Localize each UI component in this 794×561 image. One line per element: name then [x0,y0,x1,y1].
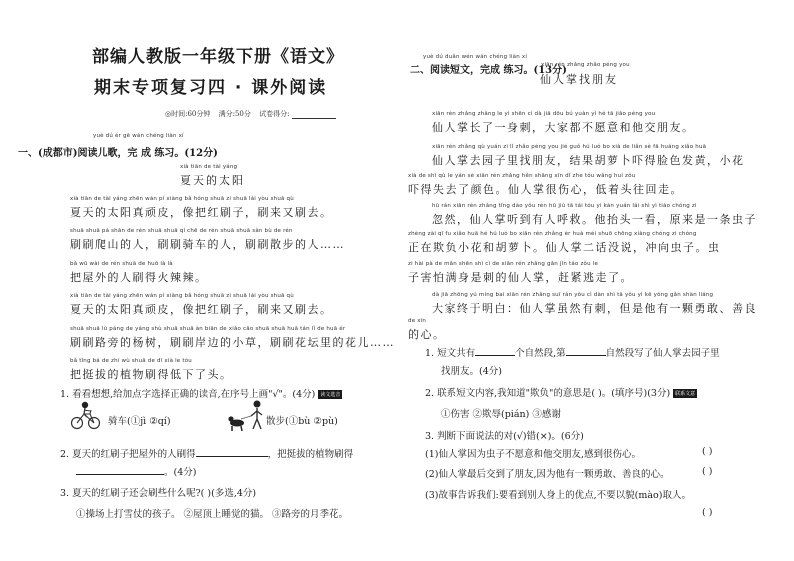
poem-line: 刷刷爬山的人，刷刷骑车的人，刷刷散步的人…… [70,238,345,251]
question-2-text-b: ，把挺拔的植物刷得 [267,449,354,460]
section2-question-2-badge: 联系文意 [675,391,696,397]
question-3-options[interactable]: ①操场上打雪仗的孩子。 ②屋顶上睡觉的猫。 ③路旁的月季花。 [76,509,349,520]
section2-question-1-text-c: 自然段写了仙人掌去园子里 [605,348,720,359]
section2-question-3: 3. 判断下面说法的对(√)错(×)。(6分) [425,431,584,442]
section1-prefix: 一、(成都市) [18,148,78,159]
poem-title: 夏天的太阳 [180,174,245,187]
poem-line-pinyin: bǎ wū wài de rén shuā de huǒ là là [70,261,173,267]
judgement-answer-box[interactable]: ( ) [702,507,713,518]
story-line: 正在欺负小花和胡萝卜。仙人掌二话没说，冲向虫子。虫 [408,241,721,254]
question-1-text: 1. 看看想想,给加点字选择正确的读音,在序号上画"√"。(4分) [60,389,316,400]
story-line: 的心。 [408,328,446,341]
judgement-item: (2)仙人掌最后交到了朋友,因为他有一颗勇敢、善良的心。 [425,469,670,480]
poem-line: 把挺拔的植物刷得低下了头。 [70,368,233,381]
section2-question-1-blank-1[interactable] [475,346,515,356]
dog-walker-illustration [228,399,268,433]
section1-heading-pinyin: yuè dú ér gē wán chéng liàn xí [93,133,184,139]
poem-line-pinyin: bǎ tǐng bá de zhí wù shuā de dī xià le tóu [70,358,192,364]
question-2-text-c: 。(4分) [164,467,197,478]
poem-line-pinyin: shuā shuā pá shān de rén shuā shuā qí chē de rén shuā shuā sàn bù de rén [70,228,293,234]
story-title: 仙人掌找朋友 [540,73,618,86]
section2-heading-pinyin: yuè dú duǎn wén wán chéng liàn xí [423,54,528,60]
section2-question-1-text-a: 1. 短文共有 [425,348,476,359]
judgement-item: (1)仙人掌因为虫子不愿意和他交朋友,感到很伤心。 [425,449,641,460]
story-line-pinyin: xiān rén zhǎng qù yuán zi lǐ zhǎo péng you jié guǒ hú luó bo xià de liǎn sè fā huáng xiǎo huā [432,144,707,150]
section2-question-1 [425,345,720,359]
section2-question-1-continued: 找朋友。(4分) [441,366,502,377]
section2-question-1-text-b: 个自然段,第 [515,348,566,359]
question-2 [60,446,353,460]
question-1 [60,386,342,400]
section2-heading: 二、阅读短文，完成 练习。(13分) [410,65,567,76]
story-line: 吓得失去了颜色。仙人掌很伤心，低着头往回走。 [408,183,683,196]
story-line-pinyin: zi hài pà de mǎn shēn shì cì de xiān rén zhǎng gǎn jǐn táo zǒu le [408,261,599,267]
story-line-pinyin: hū rán xiān rén zhǎng tīng dào yǒu rén hū jiù tā tái tóu yí kàn yuán lái shì yì tiáo chóng zi [432,203,697,209]
judgement-answer-box[interactable]: ( ) [702,466,713,477]
question-2-text-a: 2. 夏天的红刷子把屋外的人刷得 [60,449,196,460]
score-label: 试卷得分: [259,110,290,118]
story-line-pinyin: de xīn [408,318,427,324]
question-3: 3. 夏天的红刷子还会刷些什么呢?( )(多选,4分) [60,488,257,499]
poem-line: 夏天的太阳真顽皮，像把红刷子，刷来又刷去。 [70,303,333,316]
judgement-item: (3)故事告诉我们:要看到别人身上的优点,不要以貌(mào)取人。 [425,490,691,501]
question-2-blank-2[interactable] [76,465,164,475]
poem-line: 刷刷路旁的杨树，刷刷岸边的小草，刷刷花坛里的花儿…… [70,336,395,349]
story-line: 大家终于明白：仙人掌虽然有刺，但是他有一颗勇敢、善良 [432,302,757,315]
poem-line: 夏天的太阳真顽皮，像把红刷子，刷来又刷去。 [70,206,333,219]
section2-question-2 [425,385,697,399]
section2-question-1-blank-2[interactable] [566,346,606,356]
poem-line-pinyin: xià tiān de tài yáng zhēn wán pí xiàng bǎ hóng shuā zi shuā lái yòu shuā qù [70,196,294,202]
section2-question-2-text: 2. 联系短文内容,我知道"欺负"的意思是( )。(填序号)(3分) [425,388,671,399]
score-blank[interactable] [292,110,336,119]
story-line: 仙人掌去园子里找朋友，结果胡萝卜吓得脸色发黄，小花 [432,154,745,167]
story-line-pinyin: zhèng zài qī fu xiǎo huā hé hú luó bo xiān rén zhǎng èr huà méi shuō chōng xiàng chóng zi chóng [408,231,697,237]
section1-heading [18,141,218,160]
story-line: 子害怕满身是刺的仙人掌，赶紧逃走了。 [408,271,633,284]
page-title: 部编人教版一年级下册《语文》 [92,47,344,67]
question-2-continued [76,464,196,478]
judgement-answer-box[interactable]: ( ) [702,446,713,457]
poem-title-pinyin: xià tiān de tài yáng [180,164,238,170]
bike-rider-illustration [70,401,102,431]
time-label: ◎时间:60分钟 [165,110,211,118]
exam-meta [165,109,336,119]
question-1-badge: 读文选音 [320,392,341,398]
question-1-option-b[interactable]: 散步(①bù ②pù) [266,416,338,427]
story-line: 仙人掌长了一身刺，大家都不愿意和他交朋友。 [432,121,695,134]
story-line-pinyin: xiān rén zhǎng zhǎng le yì shēn cì dà jiā dōu bú yuàn yì hé tā jiāo péng you [432,111,656,117]
section1-heading-text: 阅读儿歌，完 成 练习。(12分) [77,148,218,159]
page-subtitle: 期末专项复习四 · 课外阅读 [94,78,328,98]
poem-line-pinyin: xià tiān de tài yáng zhēn wán pí xiàng bǎ hóng shuā zi shuā lái yòu shuā qù [70,293,294,299]
story-line-pinyin: dà jiā zhōng yú míng bai xiān rén zhǎng suī rán yǒu cì dàn shì tā yǒu yì kē yǒng gǎn shàn liáng [432,292,714,298]
story-line-pinyin: xià de shī qù le yán sè xiān rén zhǎng hěn shāng xīn dī zhe tóu wǎng huí zǒu [408,173,636,179]
poem-line-pinyin: shuā shuā lù páng de yáng shù shuā shuā àn biān de xiǎo cǎo shuā shuā huā tán lǐ de huā ér [70,326,346,332]
poem-line: 把屋外的人刷得火辣辣。 [70,271,208,284]
story-line: 忽然，仙人掌听到有人呼救。他抬头一看，原来是一条虫子 [432,213,757,226]
full-marks-label: 满分:50分 [218,110,251,118]
question-2-blank-1[interactable] [196,447,268,457]
section2-question-2-options[interactable]: ①伤害 ②欺辱(pián) ③感谢 [441,409,561,420]
story-title-pinyin: xiān rén zhǎng zhǎo péng you [541,62,630,68]
question-1-option-a[interactable]: 骑车(①jì ②qí) [108,416,171,427]
